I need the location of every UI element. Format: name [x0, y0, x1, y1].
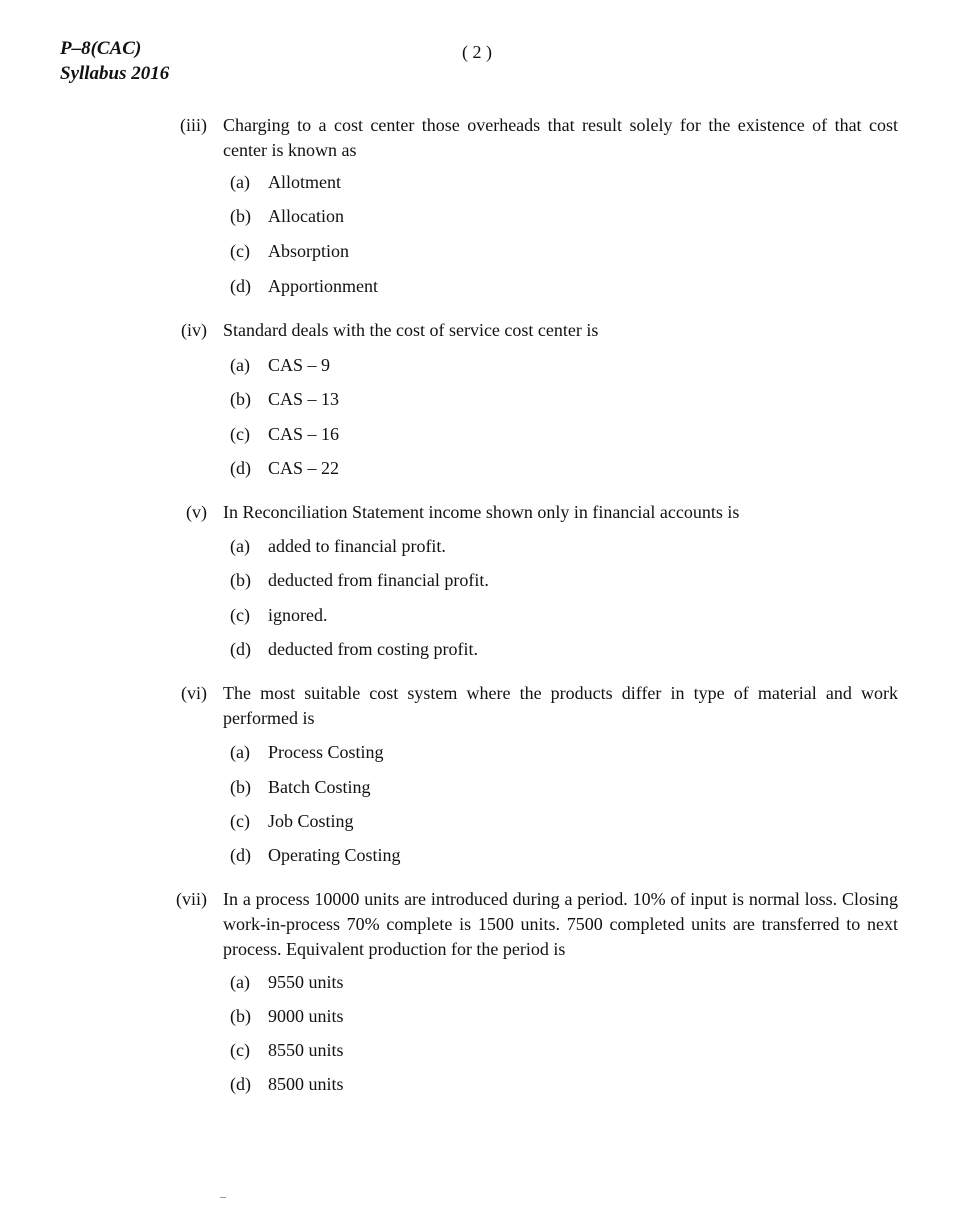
option-text: CAS – 22 [268, 458, 340, 478]
option-label: (d) [230, 458, 251, 478]
question-text: In a process 10000 units are introduced during a period. 10% of input is normal loss. Closing work-in-process 70% complete is 1500 units. 7500 completed units are transferred to next process. Equivalent production for the period is [223, 889, 898, 959]
page-number: ( 2 ) [462, 42, 492, 62]
question-number: (iv) [181, 320, 207, 340]
question-number: (vi) [181, 683, 207, 703]
option-label: (b) [230, 777, 251, 797]
option-text: 8500 units [268, 1074, 344, 1094]
option-label: (c) [230, 811, 250, 831]
option-text: Apportionment [268, 276, 378, 296]
question-text: The most suitable cost system where the products differ in type of material and work performed is [223, 683, 898, 728]
option-label: (c) [230, 1040, 250, 1060]
option-label: (b) [230, 570, 251, 590]
option-text: deducted from financial profit. [268, 570, 489, 590]
scan-artifact [220, 1197, 226, 1198]
option-text: CAS – 13 [268, 389, 340, 409]
paper-header [60, 36, 169, 86]
option-label: (a) [230, 972, 250, 992]
question-text: Standard deals with the cost of service cost center is [223, 320, 599, 340]
option-text: 8550 units [268, 1040, 344, 1060]
option-text: added to financial profit. [268, 536, 446, 556]
option-label: (c) [230, 605, 250, 625]
option-label: (a) [230, 742, 250, 762]
option-text: Operating Costing [268, 845, 401, 865]
option-text: Process Costing [268, 742, 384, 762]
option-text: CAS – 16 [268, 424, 340, 444]
option-text: Allocation [268, 206, 344, 226]
option-label: (c) [230, 241, 250, 261]
option-label: (b) [230, 206, 251, 226]
option-text: ignored. [268, 605, 328, 625]
option-label: (b) [230, 389, 251, 409]
option-text: Batch Costing [268, 777, 371, 797]
question-number: (iii) [180, 115, 207, 135]
question-number: (vii) [176, 889, 207, 909]
option-text: 9550 units [268, 972, 344, 992]
option-label: (d) [230, 845, 251, 865]
option-label: (c) [230, 424, 250, 444]
option-text: Allotment [268, 172, 341, 192]
paper-code: P–8(CAC) [60, 38, 142, 59]
option-label: (d) [230, 276, 251, 296]
option-label: (b) [230, 1006, 251, 1026]
option-text: deducted from costing profit. [268, 639, 478, 659]
option-label: (d) [230, 1074, 251, 1094]
option-label: (a) [230, 536, 250, 556]
question-number: (v) [186, 502, 207, 522]
option-label: (d) [230, 639, 251, 659]
option-label: (a) [230, 355, 250, 375]
syllabus-label: Syllabus 2016 [60, 63, 170, 84]
option-text: Job Costing [268, 811, 354, 831]
question-text: Charging to a cost center those overheads that result solely for the existence of that cost center is known as [223, 115, 898, 160]
option-text: CAS – 9 [268, 355, 331, 375]
option-text: 9000 units [268, 1006, 344, 1026]
option-text: Absorption [268, 241, 349, 261]
question-text: In Reconciliation Statement income shown only in financial accounts is [223, 502, 740, 522]
option-label: (a) [230, 172, 250, 192]
